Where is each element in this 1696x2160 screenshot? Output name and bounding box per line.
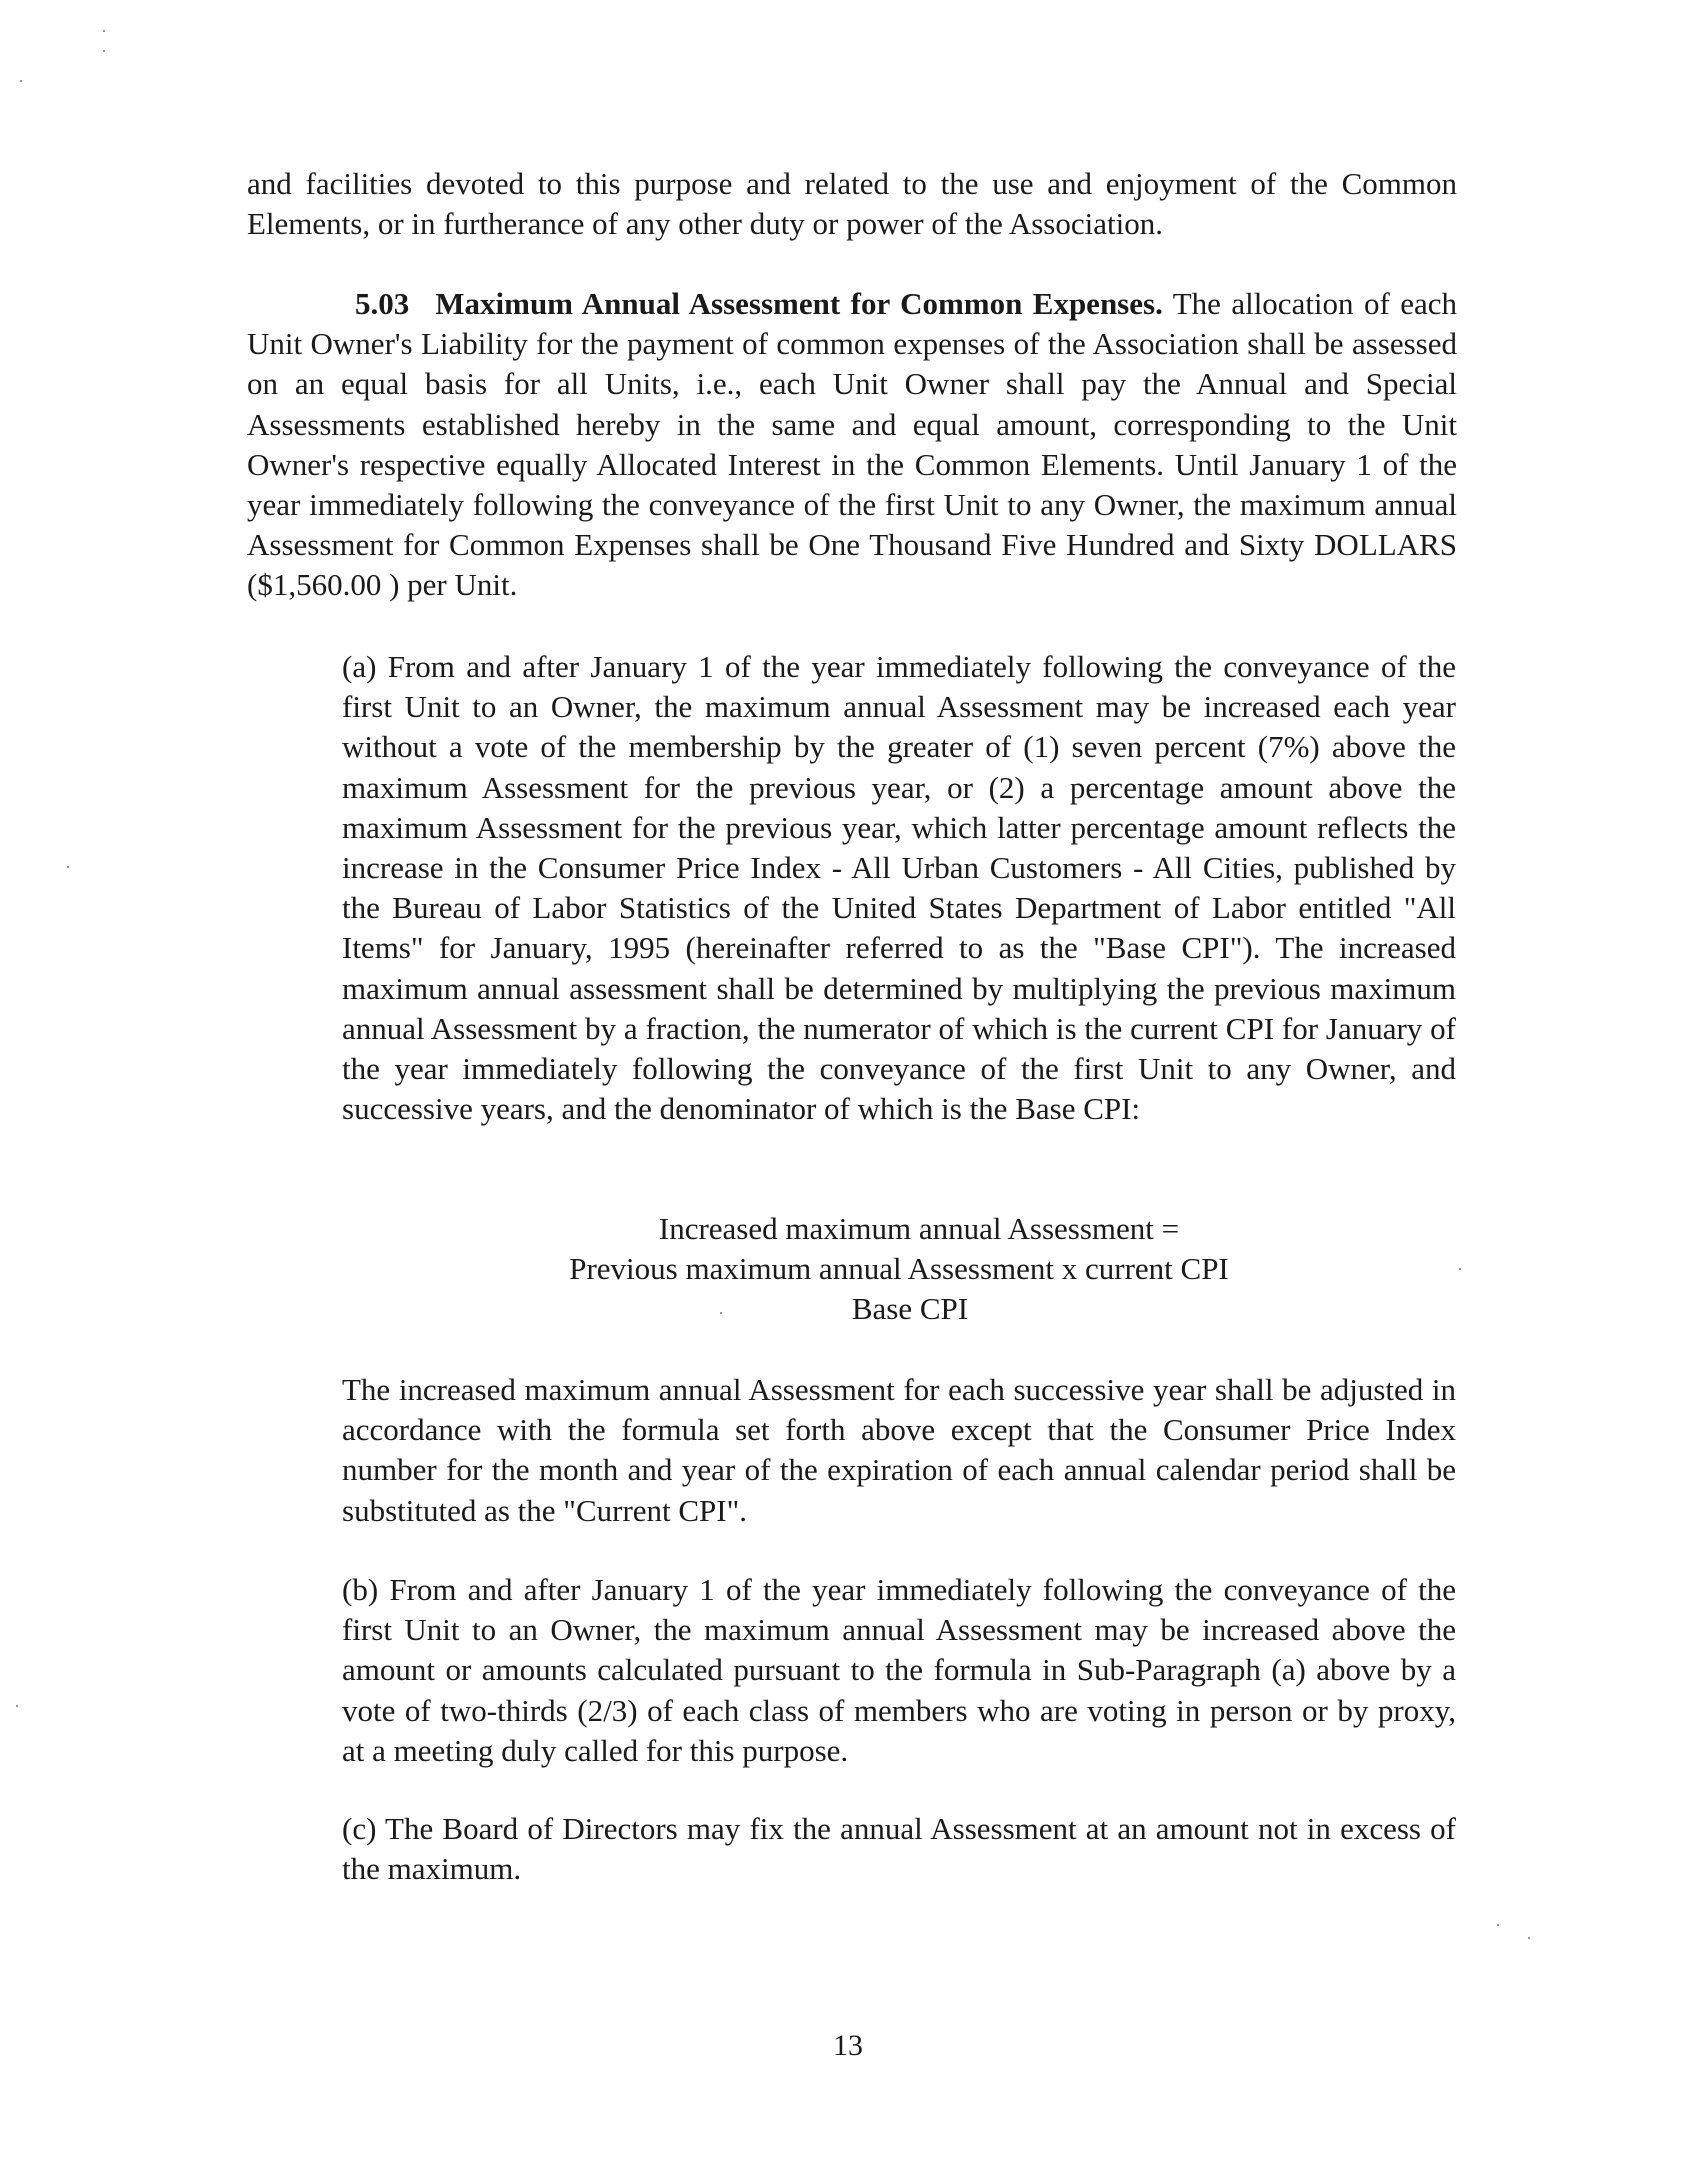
scan-speck	[1497, 1924, 1499, 1926]
section-5-03-paragraph	[247, 284, 1457, 606]
section-number: 5.03	[355, 286, 410, 321]
intro-paragraph: and facilities devoted to this purpose and related to the use and enjoyment of the Common Elements, or in furtherance of any other duty or power of the Association.	[247, 166, 1457, 242]
formula-line-3: Base CPI	[851, 1291, 969, 1327]
section-body: The allocation of each Unit Owner's Liability for the payment of common expenses of the Association shall be assessed on an equal basis for all Units, i.e., each Unit Owner shall pay the Annual and Special Assessments established hereby in the same and equal amount, corresponding to the Unit Owner's respective equally Allocated Interest in the Common Elements. Until January 1 of the year immediately following the conveyance of the first Unit to any Owner, the maximum annual Assessment for Common Expenses shall be One Thousand Five Hundred and Sixty DOLLARS ($1,560.00 ) per Unit.	[247, 286, 1457, 603]
scan-speck	[16, 1705, 18, 1707]
scan-speck	[1528, 1937, 1530, 1939]
scan-speck	[103, 50, 105, 52]
section-title: Maximum Annual Assessment for Common Expenses.	[435, 286, 1163, 321]
scan-speck	[1459, 1268, 1461, 1270]
scan-speck	[67, 866, 69, 868]
subparagraph-a: (a) From and after January 1 of the year immediately following the conveyance of the first Unit to an Owner, the maximum annual Assessment may be increased each year without a vote of the membership by the greater of (1) seven percent (7%) above the maximum Assessment for the previous year, or (2) a percentage amount above the maximum Assessment for the previous year, which latter percentage amount reflects the increase in the Consumer Price Index - All Urban Customers - All Cities, published by the Bureau of Labor Statistics of the United States Department of Labor entitled "All Items" for January, 1995 (hereinafter referred to as the "Base CPI"). The increased maximum annual assessment shall be determined by multiplying the previous maximum annual Assessment by a fraction, the numerator of which is the current CPI for January of the year immediately following the conveyance of the first Unit to any Owner, and successive years, and the denominator of which is the Base CPI:	[342, 649, 1456, 1127]
cpi-formula	[342, 1209, 1456, 1330]
formula-line-1: Increased maximum annual Assessment =	[658, 1211, 1180, 1246]
scan-speck	[103, 30, 105, 32]
page-number: 13	[833, 2029, 863, 2062]
formula-followup-paragraph: The increased maximum annual Assessment for each successive year shall be adjusted in accordance with the formula set forth above except that the Consumer Price Index number for the month and year of the expiration of each annual calendar period shall be substituted as the "Current CPI".	[342, 1372, 1456, 1528]
scan-speck	[20, 80, 22, 82]
scan-speck	[720, 1312, 722, 1314]
formula-line-2: Previous maximum annual Assessment x current CPI	[569, 1251, 1229, 1287]
subparagraph-b: (b) From and after January 1 of the year immediately following the conveyance of the first Unit to an Owner, the maximum annual Assessment may be increased above the amount or amounts calculated pursuant to the formula in Sub-Paragraph (a) above by a vote of two-thirds (2/3) of each class of members who are voting in person or by proxy, at a meeting duly called for this purpose.	[342, 1572, 1456, 1768]
subparagraph-c: (c) The Board of Directors may fix the annual Assessment at an amount not in excess of the maximum.	[342, 1811, 1456, 1887]
